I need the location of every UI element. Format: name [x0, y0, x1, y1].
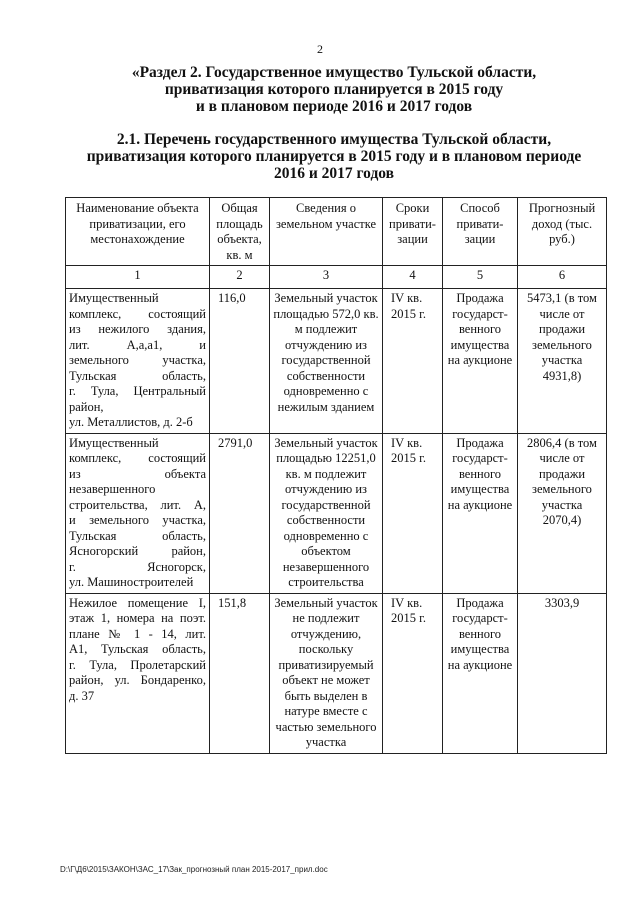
- section-title-line: и в плановом периоде 2016 и 2017 годов: [195, 98, 473, 115]
- section-title: [60, 64, 608, 115]
- header-method: Способ привати-зации: [443, 198, 518, 266]
- object-name-line: г. Тула, Центральный: [69, 384, 206, 398]
- object-name-line: из объекта: [69, 466, 206, 481]
- object-name-line: А1, Тульская область,: [69, 642, 206, 656]
- privatization-term-cell: IV кв. 2015 г.: [383, 593, 443, 753]
- object-name-line: г. Ясногорск,: [69, 559, 206, 574]
- object-name-cell: [66, 289, 210, 434]
- object-name-line: из нежилого здания,: [69, 322, 206, 336]
- object-name-line: плане № 1 - 14, лит.: [69, 626, 206, 641]
- forecast-income-cell: 5473,1 (в том числе от продажи земельного участка 4931,8): [518, 289, 607, 434]
- privatization-method-cell: Продажа государст-венного имущества на аукционе: [443, 593, 518, 753]
- object-name-line: комплекс, состоящий: [69, 306, 206, 321]
- column-number: 4: [383, 266, 443, 289]
- header-land: Сведения о земельном участке: [270, 198, 383, 266]
- object-name-line: комплекс, состоящий: [69, 451, 206, 465]
- table-row: [66, 593, 607, 753]
- object-name-line: ул. Металлистов, д. 2-б: [69, 415, 193, 429]
- privatization-method-cell: Продажа государст-венного имущества на аукционе: [443, 289, 518, 434]
- object-name-line: незавершенного: [69, 482, 156, 496]
- object-name-line: лит. А,а,а1, и: [69, 337, 206, 352]
- privatization-term-cell: IV кв. 2015 г.: [383, 289, 443, 434]
- land-plot-cell: Земельный участок площадью 12251,0 кв. м подлежит отчуждению из государственной собственности одновременно с объектом незавершенного строительства: [270, 433, 383, 593]
- object-name-line: Нежилое помещение I,: [69, 595, 206, 610]
- object-name-line: район, ул. Бондаренко,: [69, 673, 206, 687]
- header-term: Сроки привати-зации: [383, 198, 443, 266]
- object-name-line: строительства, лит. А,: [69, 497, 206, 512]
- object-name-line: г. Тула, Пролетарский: [69, 657, 206, 672]
- object-name-line: земельного участка,: [69, 353, 206, 367]
- object-name-line: этаж 1, номера на поэт.: [69, 611, 206, 625]
- object-name-line: район,: [69, 399, 104, 414]
- object-name-line: Тульская область,: [69, 368, 206, 383]
- column-number: 5: [443, 266, 518, 289]
- object-area-cell: 2791,0: [210, 433, 270, 593]
- footer-file-path: D:\Г\Д6\2015\ЗАКОН\ЗАС_17\Зак_прогнозный план 2015-2017_прил.doc: [60, 865, 328, 874]
- column-number: 3: [270, 266, 383, 289]
- header-area: Общая площадь объекта, кв. м: [210, 198, 270, 266]
- privatization-term-cell: IV кв. 2015 г.: [383, 433, 443, 593]
- object-name-line: ул. Машиностроителей: [69, 575, 194, 589]
- table-header-row: [66, 198, 607, 266]
- header-name: Наименование объекта приватизации, его местонахождение: [66, 198, 210, 266]
- section-title-line: приватизация которого планируется в 2015 году: [164, 81, 504, 98]
- object-name-cell: [66, 433, 210, 593]
- object-name-line: д. 37: [69, 688, 95, 703]
- object-name-line: Имущественный: [69, 435, 159, 450]
- section-title-line: «Раздел 2. Государственное имущество Тульской области,: [131, 64, 537, 81]
- subsection-title-line: приватизация которого планируется в 2015 году и в плановом периоде: [86, 148, 582, 165]
- column-number: 1: [66, 266, 210, 289]
- forecast-income-cell: 3303,9: [518, 593, 607, 753]
- privatization-method-cell: Продажа государст-венного имущества на аукционе: [443, 433, 518, 593]
- land-plot-cell: Земельный участок не подлежит отчуждению, поскольку приватизируемый объект не может быть выделен в натуре вместе с частью земельного участка: [270, 593, 383, 753]
- forecast-income-cell: 2806,4 (в том числе от продажи земельного участка 2070,4): [518, 433, 607, 593]
- column-number: 6: [518, 266, 607, 289]
- object-area-cell: 151,8: [210, 593, 270, 753]
- object-name-line: Имущественный: [69, 291, 159, 305]
- table-row: [66, 433, 607, 593]
- header-income: Прогнозный доход (тыс. руб.): [518, 198, 607, 266]
- table-row: [66, 289, 607, 434]
- column-number: 2: [210, 266, 270, 289]
- column-number-row: [66, 266, 607, 289]
- privatization-table: [65, 197, 607, 754]
- subsection-title-line: 2.1. Перечень государственного имущества Тульской области,: [116, 131, 552, 148]
- subsection-title: [60, 131, 608, 182]
- object-name-cell: [66, 593, 210, 753]
- object-name-line: и земельного участка,: [69, 513, 206, 527]
- land-plot-cell: Земельный участок площадью 572,0 кв. м подлежит отчуждению из государственной собственности одновременно с нежилым зданием: [270, 289, 383, 434]
- object-name-line: Тульская область,: [69, 528, 206, 543]
- subsection-title-line: 2016 и 2017 годов: [273, 165, 395, 182]
- object-name-line: Ясногорский район,: [69, 544, 206, 558]
- page-number: 2: [317, 42, 323, 56]
- object-area-cell: 116,0: [210, 289, 270, 434]
